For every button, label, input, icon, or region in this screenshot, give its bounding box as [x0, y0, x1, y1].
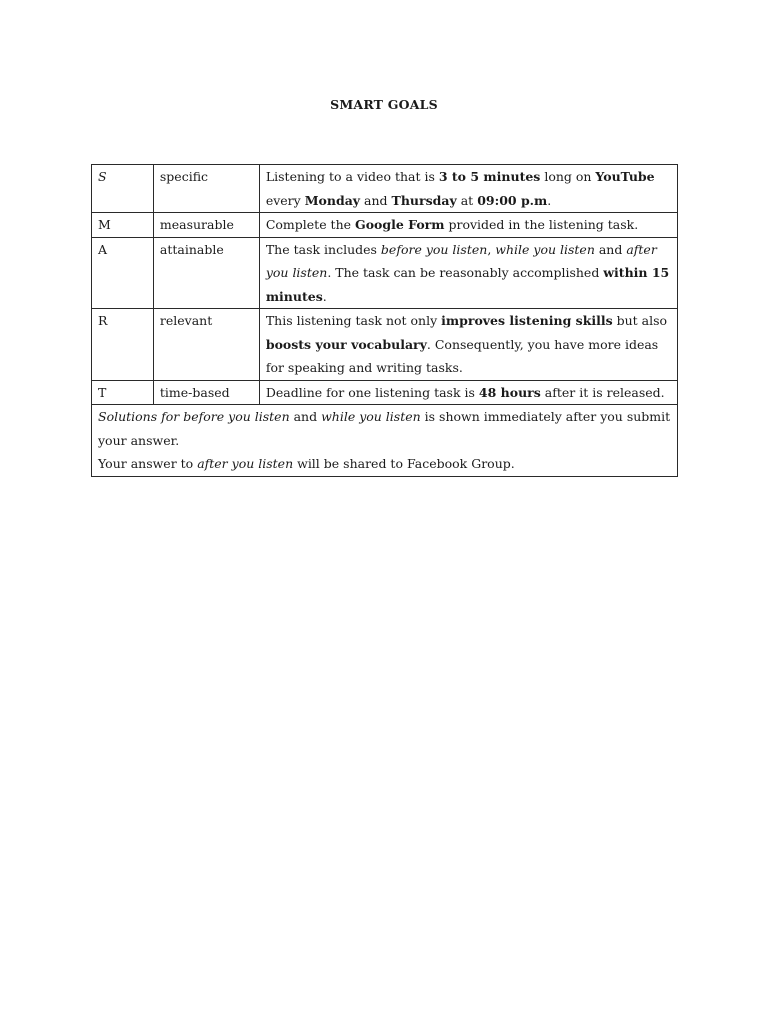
italic-text: while you listen [495, 241, 595, 257]
goal-row-specific [92, 165, 678, 213]
bold-text: 3 to 5 minutes [438, 169, 541, 184]
text-run: and [289, 409, 322, 424]
goal-letter: A [92, 237, 154, 309]
goal-word: measurable [153, 213, 259, 238]
text-run: provided in the listening task. [444, 217, 639, 232]
text-run: , [487, 241, 496, 257]
goal-description [259, 213, 677, 238]
goal-letter: S [92, 165, 154, 213]
italic-text: after you listen [197, 456, 294, 471]
goal-row-attainable [92, 237, 678, 309]
bold-text: Google Form [355, 217, 445, 232]
goal-word: attainable [153, 237, 259, 309]
bold-text: boosts your vocabulary [265, 336, 427, 352]
text-run: This listening task not only [265, 313, 442, 328]
italic-text: while you listen [321, 409, 421, 424]
text-run: and [594, 241, 627, 257]
goal-word: specific [153, 165, 259, 213]
goal-row-time-based [92, 380, 678, 405]
bold-text: Thursday [391, 192, 457, 208]
text-run: is shown immediately after you submit your answer. [98, 409, 671, 448]
text-run: Complete the [265, 217, 356, 232]
text-run: Listening to a video that is [265, 169, 439, 184]
goal-letter: M [92, 213, 154, 238]
text-run: at [456, 192, 478, 208]
goal-description [259, 380, 677, 405]
bold-text: 48 hours [478, 384, 541, 400]
text-run: will be shared to Facebook Group. [293, 456, 515, 471]
smart-goals-table [91, 164, 678, 477]
goal-letter: T [92, 380, 154, 405]
bold-text: 09:00 p.m [477, 192, 548, 208]
goal-description [259, 165, 677, 213]
goal-description [259, 309, 677, 381]
note-line [98, 452, 671, 476]
smart-goals-rows [92, 165, 678, 405]
bold-text: improves listening skills [441, 313, 613, 328]
text-run: . The task can be reasonably accomplished [327, 265, 604, 280]
notes-row [92, 405, 678, 477]
goal-row-relevant [92, 309, 678, 381]
text-run: The task includes [265, 241, 381, 257]
italic-text: before you listen [380, 241, 488, 257]
text-run: . [322, 288, 327, 304]
bold-text: YouTube [595, 169, 655, 184]
goal-word: time-based [153, 380, 259, 405]
text-run: . Consequently, you have more ideas for speaking and writing tasks. [265, 336, 659, 375]
text-run: Your answer to [98, 456, 198, 471]
text-run: Deadline for one listening task is [265, 384, 479, 400]
text-run: but also [612, 313, 668, 328]
text-run: . [547, 192, 552, 208]
italic-text: after you listen [265, 241, 657, 280]
text-run: after it is released. [540, 384, 665, 400]
text-run: every [265, 192, 305, 208]
notes-cell [92, 405, 678, 477]
goal-row-measurable [92, 213, 678, 238]
bold-text: within 15 minutes [265, 265, 670, 304]
bold-text: Monday [304, 192, 361, 208]
italic-text: before you listen [183, 409, 290, 424]
page-title: SMART GOALS [330, 97, 438, 112]
italic-text: Solutions for [98, 409, 184, 424]
goal-description [259, 237, 677, 309]
goal-word: relevant [153, 309, 259, 381]
text-run: long on [540, 169, 596, 184]
goal-letter: R [92, 309, 154, 381]
text-run: and [360, 192, 392, 208]
note-line [98, 405, 671, 452]
